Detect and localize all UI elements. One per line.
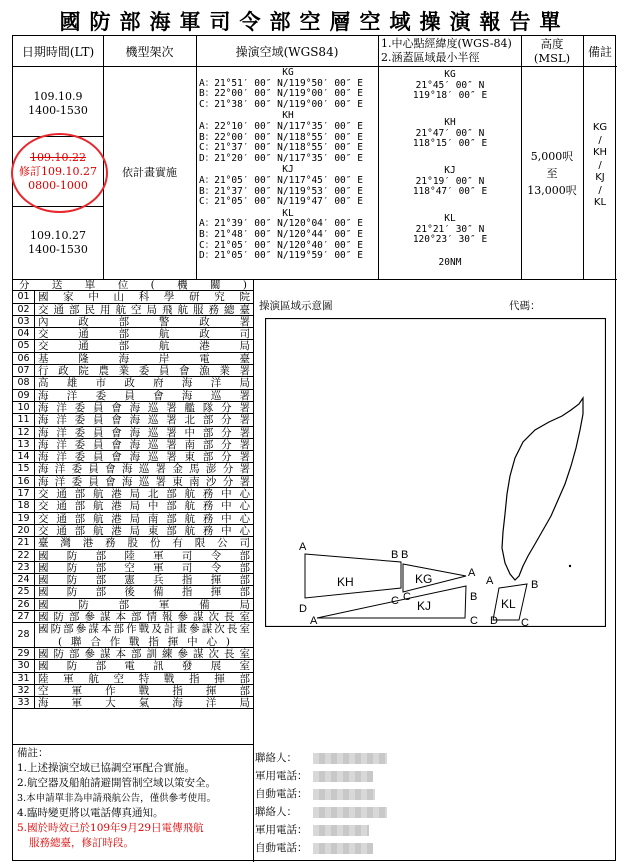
area-kl-point: B：21°48′ 00″ N/120°44′ 00″ E: [199, 228, 363, 240]
note-4: 4.臨時變更將以電話傳真通知。: [17, 807, 164, 819]
svg-text:D: D: [490, 615, 498, 627]
svg-text:C: C: [403, 591, 411, 603]
recipient-number: 21: [13, 537, 35, 548]
area-kj-name: KJ: [282, 164, 294, 176]
recipient-number: 11: [13, 414, 35, 425]
recipient-name: 國防部陸軍司令部: [38, 549, 250, 561]
altitude-range: [521, 148, 583, 199]
recipient-row: [13, 427, 253, 439]
recipient-name: 海軍大氣海洋局: [38, 697, 250, 709]
date-cell-1: [13, 90, 103, 118]
altitude-low: 5,000呎: [530, 150, 574, 163]
note-1: 1.上述操演空域已協調空軍配合實施。: [17, 762, 196, 774]
center-kl-name: KL: [444, 213, 456, 224]
area-kh-point: A：22°10′ 00″ N/117°35′ 00″ E: [199, 120, 363, 132]
center-kl-lon: 120°23′ 30″ E: [412, 234, 488, 246]
recipient-name: 交通部航港局南部航務中心: [38, 512, 250, 524]
svg-text:D: D: [299, 603, 307, 615]
area-kl: [199, 209, 377, 262]
recipient-number: 06: [13, 353, 35, 364]
contact-label: 自動電話：: [255, 842, 308, 854]
svg-text:KH: KH: [337, 575, 354, 589]
svg-text:A: A: [299, 541, 307, 553]
area-kg: [199, 68, 377, 110]
recipient-name: 臺灣港務股份有限公司: [38, 537, 250, 549]
recipient-number: 19: [13, 513, 35, 524]
recipient-name: 國防部空軍司令部: [38, 561, 250, 574]
recipient-number: 18: [13, 500, 35, 511]
svg-text:A: A: [486, 575, 494, 587]
contact-row: [255, 839, 615, 857]
recipient-row: [13, 353, 253, 365]
center-kl-lat: 21°21′ 30″ N: [415, 223, 485, 235]
recipient-row: [13, 648, 253, 660]
recipient-number: 30: [13, 660, 35, 671]
recipient-name: 國防部電訊發展室: [38, 660, 250, 672]
recipient-number: 14: [13, 451, 35, 462]
recipient-row: [13, 550, 253, 562]
recipient-name: 國防部參謀本部情報參謀次長室: [38, 611, 250, 623]
recipient-number: 22: [13, 550, 35, 561]
area-kl-point: C：21°05′ 00″ N/120°40′ 00″ E: [199, 239, 363, 251]
area-kl-point: A：21°39′ 00″ N/120°04′ 00″ E: [199, 218, 363, 230]
recipient-number: 13: [13, 439, 35, 450]
recipient-name: 交通部航港局: [38, 340, 250, 352]
header-aircraft: 機型架次: [125, 44, 174, 59]
recipient-number: 25: [13, 586, 35, 597]
center-kj-lat: 21°19′ 00″ N: [415, 175, 485, 187]
header-center-line1: 1.中心點經緯度(WGS-84): [381, 37, 512, 50]
recipient-row: [13, 488, 253, 500]
recipient-name: 交通部航政司: [38, 328, 250, 340]
recipient-row: [13, 685, 253, 697]
center-kg-lon: 119°18′ 00″ E: [412, 90, 488, 102]
contact-label: 聯絡人：: [255, 806, 297, 818]
redacted-field: [313, 789, 375, 800]
recipient-row: [13, 673, 253, 685]
recipient-row: [13, 513, 253, 525]
header-altitude: [521, 37, 583, 65]
recipients-header: 分送單位(機關): [13, 279, 253, 291]
recipient-number: 12: [13, 427, 35, 438]
recipient-number: 33: [13, 697, 35, 708]
recipient-name: 國防部憲兵指揮部: [38, 574, 250, 586]
recipient-row: [13, 316, 253, 328]
recipient-row: [13, 586, 253, 598]
recipient-number: 03: [13, 316, 35, 327]
recipient-row: [13, 377, 253, 389]
redacted-field: [313, 753, 387, 764]
recipient-number: 28: [13, 623, 35, 647]
recipient-row: [13, 611, 253, 623]
remark-sep: /: [598, 159, 602, 171]
recipient-number: 16: [13, 476, 35, 487]
header-center: [381, 37, 521, 65]
recipient-number: 04: [13, 328, 35, 339]
recipient-name: 交通部航港局北部航務中心: [38, 488, 250, 500]
remark-sep: /: [598, 184, 602, 196]
time-1: 1400-1530: [28, 104, 88, 117]
recipient-name: 海洋委員會海巡署: [38, 389, 250, 401]
recipient-name-line1: 國防部參謀本部作戰及計畫參謀次長室: [38, 623, 250, 636]
note-2: 2.航空器及船舶請避開管制空域以策安全。: [17, 777, 217, 789]
recipient-name: 國防部後備指揮部: [38, 586, 250, 598]
header-altitude-line1: 高度: [540, 37, 564, 51]
recipient-row: [13, 697, 253, 709]
note-5: 5.國於時效已於109年9月29日電傳飛航: [17, 822, 204, 834]
recipient-name: 海洋委員會海巡署北部分署: [38, 414, 250, 426]
recipient-row: [13, 599, 253, 611]
recipient-row: [13, 574, 253, 586]
contact-label: 聯絡人：: [255, 752, 297, 764]
recipient-number: 17: [13, 488, 35, 499]
recipient-name: [35, 623, 253, 647]
center-kg: [379, 70, 521, 118]
recipient-row: [13, 537, 253, 549]
area-kh-point: D：21°20′ 00″ N/117°35′ 00″ E: [199, 152, 363, 164]
recipient-row: [13, 525, 253, 537]
svg-text:B: B: [401, 549, 409, 561]
recipient-row: [13, 476, 253, 488]
recipient-name: 高雄市政府海洋局: [38, 377, 250, 389]
notes-header: 備註：: [17, 747, 49, 759]
recipient-name: 交通部民用航空局飛航服務總臺: [38, 303, 250, 315]
date-cell-3: [13, 229, 103, 257]
svg-text:KJ: KJ: [417, 599, 432, 613]
svg-text:B: B: [391, 549, 399, 561]
revision-circle: [11, 133, 108, 213]
date-2-original: 109.10.22: [30, 151, 86, 164]
recipient-row: [13, 623, 253, 648]
svg-text:A: A: [468, 567, 476, 579]
recipient-name: 海洋委員會海巡署金馬澎分署: [38, 463, 250, 475]
center-kj: [379, 166, 521, 214]
min-radius: 20NM: [438, 257, 462, 268]
map-diagram: [265, 318, 606, 627]
area-kh-point: C：21°37′ 00″ N/118°55′ 00″ E: [199, 142, 363, 154]
remark-sep: /: [598, 134, 602, 146]
recipient-row: [13, 439, 253, 451]
recipient-name: 交通部航港局東部航務中心: [38, 524, 250, 537]
recipient-number: 31: [13, 673, 35, 684]
recipient-number: 20: [13, 525, 35, 536]
recipient-number: 32: [13, 685, 35, 696]
header-altitude-line2: (MSL): [533, 51, 571, 65]
area-kl-name: KL: [282, 207, 294, 219]
map-title: 操演區域示意圖: [259, 300, 333, 312]
header-airspace: 操演空域(WGS84): [235, 44, 339, 59]
header-center-line2: 2.涵蓋區域最小半徑: [381, 51, 480, 64]
area-kj-point: A：21°05′ 00″ N/117°45′ 00″ E: [199, 174, 363, 186]
center-kg-name: KG: [444, 69, 456, 80]
center-kj-lon: 118°47′ 00″ E: [412, 186, 488, 198]
page-title: 國防部海軍司令部空層空域操演報告單: [59, 9, 570, 34]
date-1: 109.10.9: [33, 90, 83, 103]
map-code-label: 代碼：: [509, 300, 541, 312]
area-kj-point: B：21°37′ 00″ N/119°53′ 00″ E: [199, 185, 363, 197]
recipient-number: 10: [13, 402, 35, 413]
recipient-row: [13, 340, 253, 352]
recipient-name: 陸軍航空特戰指揮部: [38, 672, 250, 684]
svg-text:C: C: [391, 595, 399, 607]
contact-label: 自動電話：: [255, 788, 308, 800]
contact-label: 軍用電話：: [255, 824, 308, 836]
redacted-field: [313, 771, 373, 782]
svg-text:KG: KG: [415, 572, 433, 586]
recipient-number: 29: [13, 648, 35, 659]
recipient-number: 01: [13, 291, 35, 302]
recipient-number: 02: [13, 304, 35, 315]
area-kg-point: C：21°38′ 00″ N/119°00′ 00″ E: [199, 98, 363, 110]
recipient-row: [13, 463, 253, 475]
area-kg-point: B：22°00′ 00″ N/119°00′ 00″ E: [199, 88, 363, 100]
svg-text:B: B: [470, 591, 478, 603]
recipient-name: 基隆海岸電臺: [38, 352, 250, 365]
recipient-number: 15: [13, 463, 35, 474]
time-3: 1400-1530: [28, 243, 88, 256]
recipient-name: 國防部軍備局: [38, 598, 250, 611]
note-5-cont: 服務總臺，修訂時段。: [29, 837, 134, 849]
recipient-number: 27: [13, 611, 35, 622]
contact-row: [255, 749, 615, 767]
date-2-revised: 修訂109.10.27: [19, 165, 97, 178]
center-kg-lat: 21°45′ 00″ N: [415, 79, 485, 91]
center-kh-lat: 21°47′ 00″ N: [415, 127, 485, 139]
remarks-areas: [583, 122, 617, 210]
svg-text:C: C: [470, 615, 478, 627]
recipient-name-line2: (聯合作戰指揮中心): [58, 635, 230, 647]
recipient-name: 行政院農業委員會漁業署: [38, 365, 250, 377]
report-form: [12, 35, 616, 861]
remark-kl: KL: [593, 197, 607, 208]
svg-text:A: A: [310, 615, 318, 627]
area-kg-point: A：21°51′ 00″ N/119°50′ 00″ E: [199, 77, 363, 89]
area-kh-point: B：22°00′ 00″ N/118°55′ 00″ E: [199, 131, 363, 143]
recipient-row: [13, 451, 253, 463]
recipient-name: 國家中山科學研究院: [38, 291, 250, 303]
date-3: 109.10.27: [30, 229, 86, 242]
airspace-list: [199, 68, 377, 262]
redacted-field: [313, 843, 373, 854]
area-kl-point: D：21°05′ 00″ N/119°59′ 00″ E: [199, 250, 363, 262]
center-kh: [379, 118, 521, 166]
recipient-number: 07: [13, 365, 35, 376]
recipient-number: 09: [13, 390, 35, 401]
recipient-name: 空軍作戰指揮部: [38, 684, 250, 697]
center-list: [379, 70, 521, 269]
svg-text:C: C: [521, 617, 529, 627]
area-kg-name: KG: [282, 67, 294, 78]
recipient-number: 08: [13, 377, 35, 388]
redacted-field: [313, 807, 387, 818]
recipient-row: [13, 328, 253, 340]
contact-row: [255, 821, 615, 839]
recipient-row: [13, 390, 253, 402]
recipient-name: 海洋委員會海巡署中部分署: [38, 426, 250, 438]
contact-label: 軍用電話：: [255, 770, 308, 782]
header-datetime: 日期時間(LT): [21, 44, 95, 59]
recipient-name: 海洋委員會海巡署東部分署: [38, 451, 250, 463]
area-kj: [199, 165, 377, 207]
contact-row: [255, 767, 615, 785]
recipient-row: [13, 562, 253, 574]
recipient-row: [13, 660, 253, 672]
recipient-name: 海洋委員會海巡署艦隊分署: [38, 401, 250, 414]
contact-row: [255, 785, 615, 803]
recipient-row: [13, 291, 253, 303]
recipient-name: 海洋委員會海巡署東南沙分署: [38, 475, 250, 488]
recipient-row: [13, 500, 253, 512]
contacts-list: [255, 749, 615, 857]
area-kh-name: KH: [282, 110, 294, 122]
time-2: 0800-1000: [28, 179, 88, 192]
remark-kh: KH: [592, 147, 608, 158]
area-kj-point: C：21°05′ 00″ N/119°47′ 00″ E: [199, 196, 363, 208]
header-remarks: 備註: [587, 44, 612, 59]
recipient-number: 26: [13, 599, 35, 610]
center-kj-name: KJ: [444, 165, 456, 176]
svg-text:KL: KL: [501, 597, 516, 611]
svg-text:B: B: [531, 579, 539, 591]
recipient-row: [13, 402, 253, 414]
recipient-row: [13, 414, 253, 426]
remark-kg: KG: [592, 122, 608, 133]
contact-row: [255, 803, 615, 821]
recipient-row: [13, 365, 253, 377]
recipient-number: 23: [13, 562, 35, 573]
recipient-name: 國防部參謀本部訓練參謀次長室: [38, 647, 250, 660]
recipient-number: 05: [13, 340, 35, 351]
area-kh: [199, 111, 377, 164]
recipient-name: 交通部航港局中部航務中心: [38, 500, 250, 512]
recipient-row: [13, 304, 253, 316]
center-kl: [379, 214, 521, 258]
remark-kj: KJ: [595, 172, 605, 183]
altitude-to: 至: [546, 167, 558, 180]
redacted-field: [313, 825, 369, 836]
altitude-high: 13,000呎: [527, 184, 577, 197]
note-3: 3.本申請單非為申請飛航公告，僅供參考使用。: [17, 793, 217, 804]
center-kh-name: KH: [444, 117, 456, 128]
recipient-name: 內政部警政署: [38, 315, 250, 328]
recipient-name: 海洋委員會海巡署南部分署: [38, 438, 250, 451]
recipient-number: 24: [13, 574, 35, 585]
center-kh-lon: 118°15′ 00″ E: [412, 138, 488, 150]
aircraft-plan: 依計畫實施: [122, 166, 177, 179]
taiwan-outline: [502, 398, 583, 580]
